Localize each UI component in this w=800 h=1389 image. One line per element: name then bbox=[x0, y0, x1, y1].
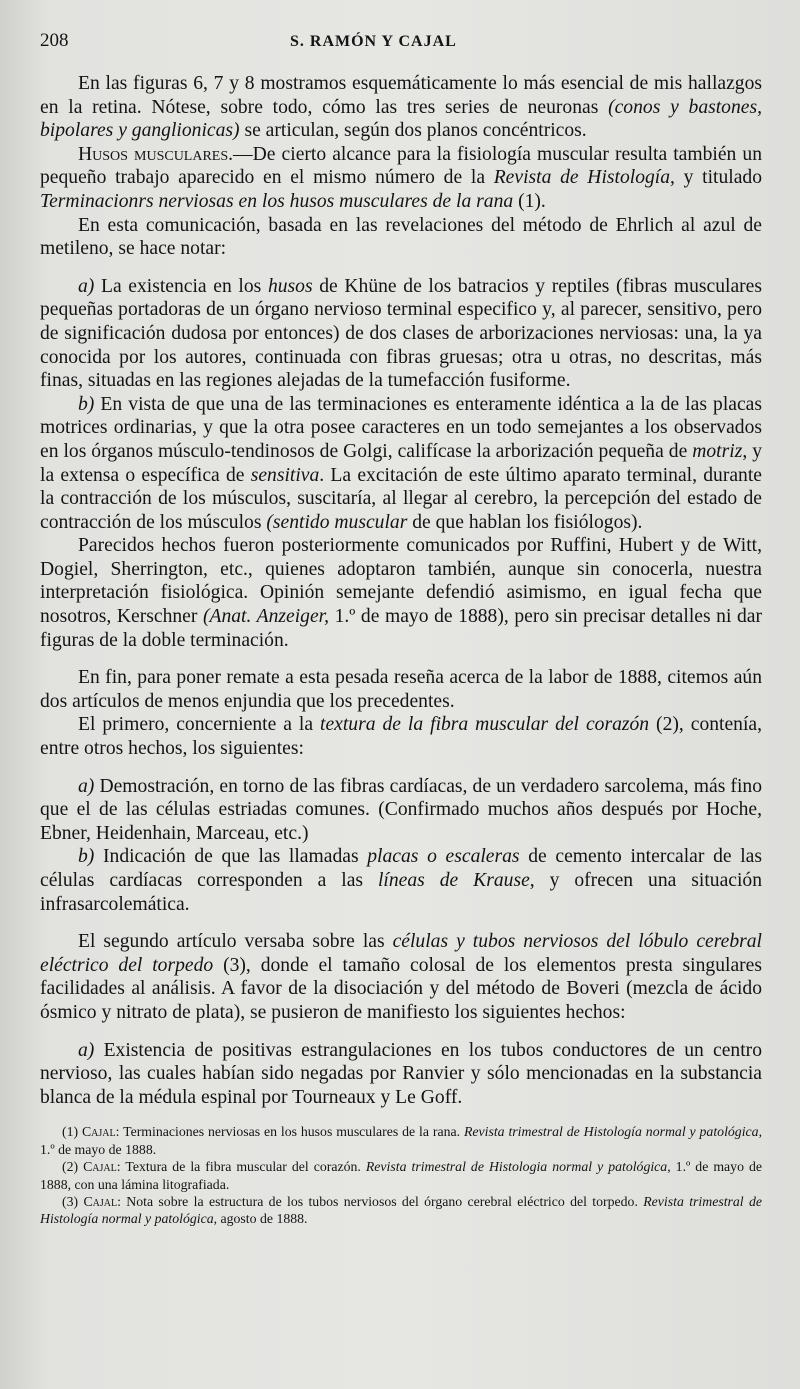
running-head: S. RAMÓN Y CAJAL bbox=[290, 33, 457, 50]
footnotes bbox=[40, 1123, 762, 1227]
paragraph-corazon: El primero, concerniente a la textura de la fibra muscular del corazón (2), contenía, entre otros hechos, los siguientes: bbox=[40, 714, 763, 760]
paragraph-torpedo: El segundo artículo versaba sobre las células y tubos nerviosos del lóbulo cerebral eléctrico del torpedo (3), donde el tamaño colosal de los elementos presta singulares facilidades al análisis. A favor de la disociación y del método de Boveri (mezcla de ácido ósmico y nitrato de plata), se pusieron de manifiesto los siguientes hechos: bbox=[40, 931, 762, 1023]
page-number: 208 bbox=[40, 30, 69, 51]
paragraph-item-a-husos: a) La existencia en los husos de Khüne de los batracios y reptiles (fibras musculares pequeñas portadoras de un órgano nervioso terminal especifico y, al parecer, sensitivo, pero de significación dudosa por entonces) de dos clases de arborizaciones nerviosas: una, la ya conocida por los autores, continuada con fibras gruesas; otra u otras, no descritas, más finas, situadas en las regiones alejadas de la tumefacción fusiforme. bbox=[40, 275, 762, 392]
paragraph-husos: Husos musculares.—De cierto alcance para la fisiología muscular resulta también un pequeño trabajo aparecido en el mismo número de la Revista de Histología, y titulado Terminacionrs nerviosas en los husos musculares de la rana (1). bbox=[40, 143, 763, 212]
paragraph-item-a-torpedo: a) Existencia de positivas estrangulaciones en los tubos conductores de un centro nervioso, las cuales habían sido negadas por Ranvier y sólo mencionadas en la substancia blanca de la médula espinal por Tourneaux y Le Goff. bbox=[40, 1039, 762, 1108]
paragraph-remate: En fin, para poner remate a esta pesada reseña acerca de la labor de 1888, citemos aún dos artículos de menos enjundia que los precedentes. bbox=[40, 667, 762, 712]
paragraph-item-a-corazon: a) Demostración, en torno de las fibras cardíacas, de un verdadero sarcolema, más fino que el de las células estriadas comunes. (Confirmado muchos años después por Hoche, Ebner, Heidenhain, Marceau, etc.) bbox=[40, 775, 762, 844]
paragraph-item-b-corazon: b) Indicación de que las llamadas placas o escaleras de cemento intercalar de las células cardíacas corresponden a las líneas de Krause, y ofrecen una situación infrasarcolemática. bbox=[40, 846, 763, 915]
paragraph-parecidos: Parecidos hechos fueron posteriormente comunicados por Ruffini, Hubert y de Witt, Dogiel, Sherrington, etc., quienes adoptaron también, aunque sin conocerla, nuestra interpretación fisiológica. Opinión semejante defendió asimismo, en igual fecha que nosotros, Kerschner (Anat. Anzeiger, 1.º de mayo de 1888), pero sin precisar detalles ni dar figuras de la doble terminación. bbox=[40, 535, 762, 651]
footnote-2: (2) Cajal: Textura de la fibra muscular del corazón. Revista trimestral de Histologia normal y patológica, 1.º de mayo de 1888, con una lámina litografiada. bbox=[40, 1159, 763, 1192]
paragraph-ehrlich: En esta comunicación, basada en las revelaciones del método de Ehrlich al azul de metileno, se hace notar: bbox=[40, 214, 762, 260]
page-header bbox=[40, 30, 762, 52]
paragraph-retina: En las figuras 6, 7 y 8 mostramos esquemáticamente lo más esencial de mis hallazgos en la retina. Nótese, sobre todo, cómo las tres series de neuronas (conos y bastones, bipolares y ganglionicas) se articulan, según dos planos concéntricos. bbox=[40, 73, 762, 142]
footnote-3: (3) Cajal: Nota sobre la estructura de los tubos nerviosos del órgano cerebral eléctrico del torpedo. Revista trimestral de Histología normal y patológica, agosto de 1888. bbox=[40, 1193, 762, 1227]
section-heading: Husos musculares. bbox=[78, 143, 234, 165]
paragraph-item-b-husos: b) En vista de que una de las terminaciones es enteramente idéntica a la de las placas motrices ordinarias, y que la otra posee caracteres en un todo semejantes a los observados en los órganos músculo-tendinosos de Golgi, califícase la arborización pequeña de motriz, y la extensa o específica de sensitiva. La excitación de este último aparato terminal, durante la contracción de los músculos, suscitaría, al llegar al cerebro, la percepción del estado de contracción de los músculos (sentido muscular de que hablan los fisiólogos). bbox=[40, 393, 762, 533]
footnote-1: (1) Cajal: Terminaciones nerviosas en los husos musculares de la rana. Revista trimestral de Histología normal y patológica, 1.º de mayo de 1888. bbox=[40, 1124, 763, 1157]
